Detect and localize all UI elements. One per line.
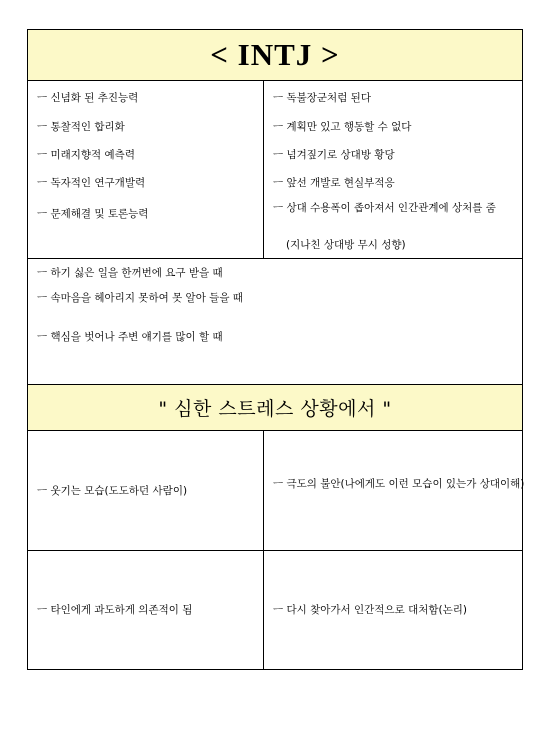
stress-cell-left bbox=[28, 431, 264, 550]
stress-behavior: ㅡ 다시 찾아가서 인간적으로 대처함(논리) bbox=[273, 604, 467, 616]
page-title: < INTJ > bbox=[210, 37, 340, 72]
stress-trigger-item: ㅡ 속마음을 헤아리지 못하여 못 알아 들을 때 bbox=[37, 292, 243, 304]
stress-banner bbox=[28, 385, 522, 431]
stress-behavior: ㅡ 극도의 불안(나에게도 이런 모습이 있는가 상대이해) bbox=[273, 478, 525, 490]
stress-cell-right bbox=[264, 551, 522, 669]
strengths-column bbox=[28, 81, 264, 258]
strength-item: ㅡ 미래지향적 예측력 bbox=[37, 149, 135, 161]
stress-trigger-item: ㅡ 핵심을 벗어나 주변 얘기를 많이 할 때 bbox=[37, 331, 223, 343]
stress-behavior: ㅡ 타인에게 과도하게 의존적이 됨 bbox=[37, 604, 193, 616]
title-banner bbox=[28, 30, 522, 81]
stress-cell-left bbox=[28, 551, 264, 669]
weakness-item: ㅡ 상대 수용폭이 좁아져서 인간관계에 상처를 줌 bbox=[273, 202, 496, 214]
weakness-item: ㅡ 앞선 개발로 현실부적응 bbox=[273, 177, 395, 189]
stress-row-1 bbox=[28, 431, 525, 551]
strength-item: ㅡ 문제해결 및 토론능력 bbox=[37, 208, 149, 220]
stress-cell-right bbox=[264, 431, 525, 550]
strength-item: ㅡ 통찰적인 합리화 bbox=[37, 121, 125, 133]
stress-trigger-item: ㅡ 하기 싫은 일을 한꺼번에 요구 받을 때 bbox=[37, 267, 223, 279]
weakness-item: ㅡ 독불장군처럼 된다 bbox=[273, 92, 371, 104]
stress-triggers-section bbox=[28, 259, 522, 385]
strength-item: ㅡ 신념화 된 추진능력 bbox=[37, 92, 139, 104]
traits-section bbox=[28, 81, 522, 259]
weakness-note: (지나친 상대방 무시 성향) bbox=[286, 239, 406, 251]
weaknesses-column bbox=[264, 81, 522, 258]
strength-item: ㅡ 독자적인 연구개발력 bbox=[37, 177, 146, 189]
weakness-item: ㅡ 넘겨짚기로 상대방 황당 bbox=[273, 149, 395, 161]
stress-row-2 bbox=[28, 551, 522, 669]
intj-sheet bbox=[27, 29, 523, 670]
stress-title: " 심한 스트레스 상황에서 " bbox=[158, 398, 392, 420]
weakness-item: ㅡ 계획만 있고 행동할 수 없다 bbox=[273, 121, 412, 133]
stress-behavior: ㅡ 웃기는 모습(도도하던 사람이) bbox=[37, 485, 188, 497]
